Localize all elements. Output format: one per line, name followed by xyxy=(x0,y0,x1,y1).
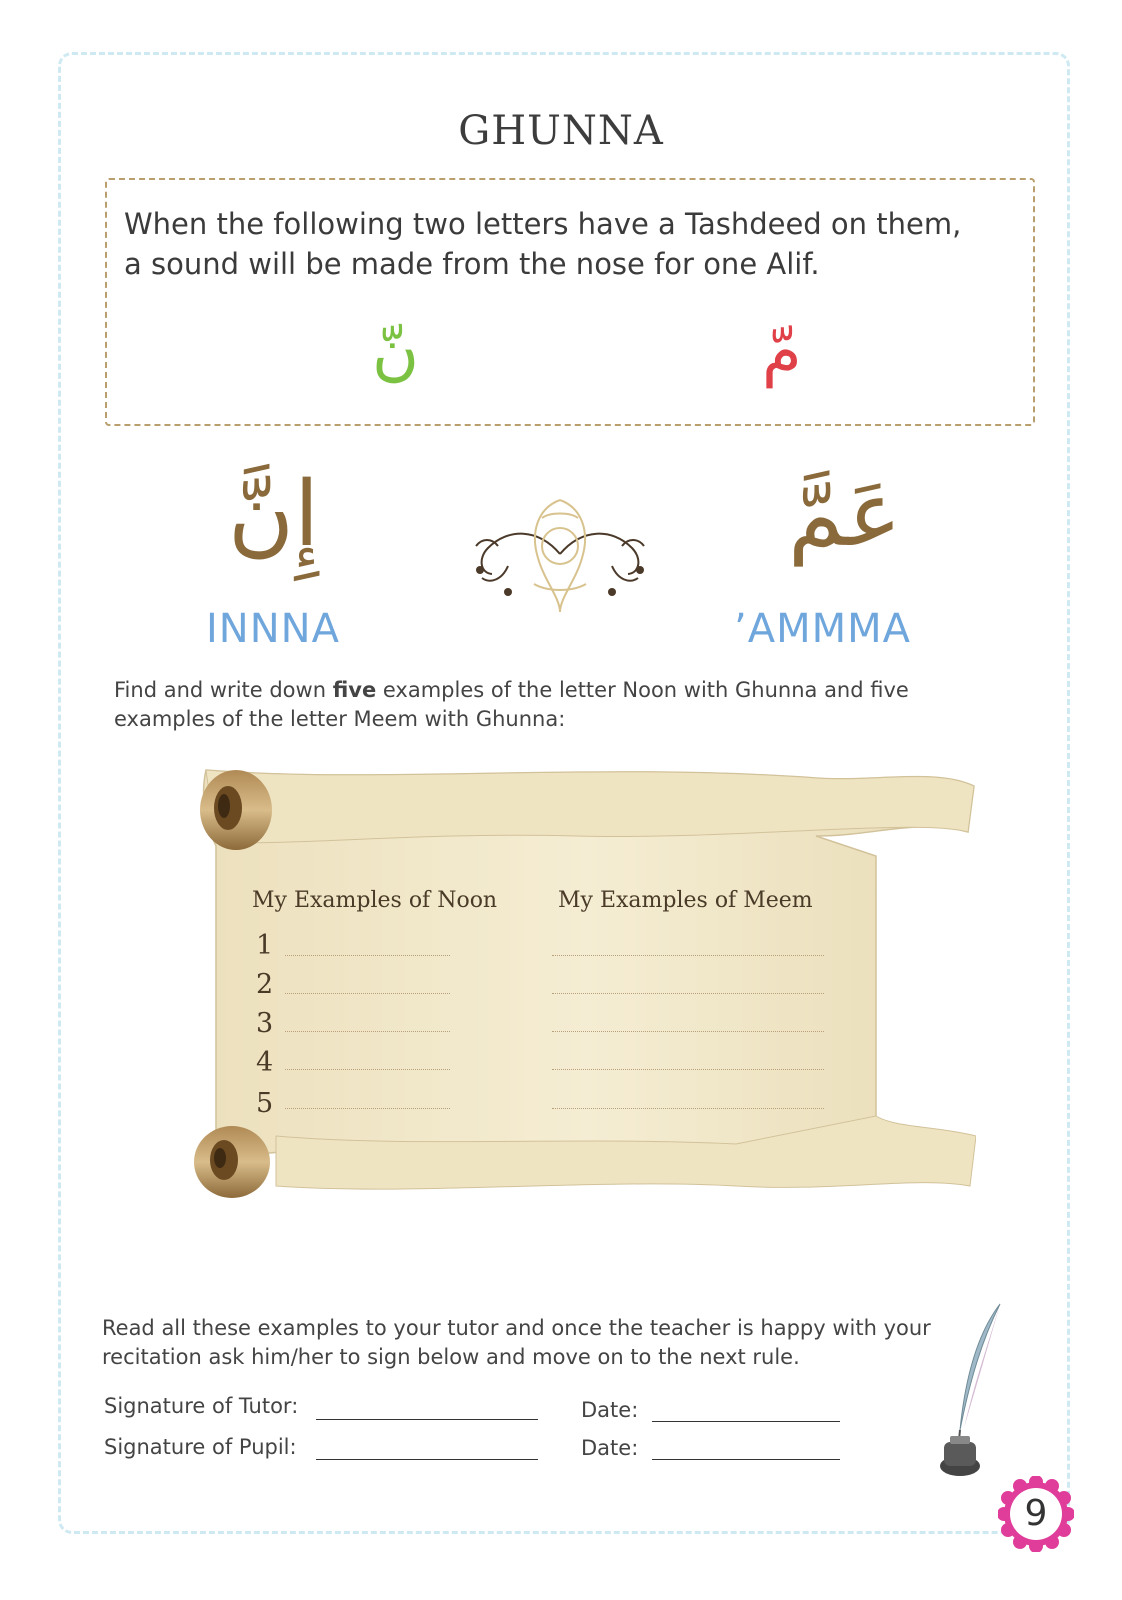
column-header-noon: My Examples of Noon xyxy=(252,888,498,913)
meem-entry-line-4[interactable] xyxy=(552,1069,824,1070)
parchment-scroll xyxy=(176,756,976,1201)
date-pupil-field[interactable] xyxy=(652,1459,840,1460)
row-number: 5 xyxy=(256,1088,274,1119)
example-amma-arabic: عَمَّ xyxy=(788,462,902,567)
signature-tutor-label: Signature of Tutor: xyxy=(104,1394,299,1418)
quill-and-inkpot-icon xyxy=(930,1300,1010,1480)
date-pupil-label: Date: xyxy=(581,1436,639,1460)
signature-pupil-field[interactable] xyxy=(316,1459,538,1460)
rule-text-line2: a sound will be made from the nose for one Alif. xyxy=(124,247,820,281)
footer-text xyxy=(102,1314,1002,1372)
noon-entry-line-2[interactable] xyxy=(285,993,450,994)
instruction-line2: examples of the letter Meem with Ghunna: xyxy=(114,707,566,731)
noon-entry-line-4[interactable] xyxy=(285,1069,450,1070)
letter-meem: مّ xyxy=(762,315,802,389)
instruction-line1: Find and write down five examples of the letter Noon with Ghunna and five xyxy=(114,678,909,702)
meem-entry-line-5[interactable] xyxy=(552,1108,824,1109)
column-header-meem: My Examples of Meem xyxy=(558,888,813,913)
page-title: GHUNNA xyxy=(458,108,664,154)
row-number: 3 xyxy=(256,1008,274,1039)
row-number: 2 xyxy=(256,969,274,1000)
example-amma-label: ’AMMMA xyxy=(734,606,911,652)
noon-entry-line-5[interactable] xyxy=(285,1108,450,1109)
meem-entry-line-1[interactable] xyxy=(552,955,824,956)
date-tutor-label: Date: xyxy=(581,1398,639,1422)
example-inna-arabic: إِنَّ xyxy=(228,462,320,567)
floral-ornament-icon xyxy=(468,488,652,620)
footer-line1: Read all these examples to your tutor and once the teacher is happy with your xyxy=(102,1316,931,1340)
instruction-text xyxy=(114,676,1014,734)
date-tutor-field[interactable] xyxy=(652,1421,840,1422)
letter-noon: نّ xyxy=(372,315,419,389)
noon-entry-line-1[interactable] xyxy=(285,955,450,956)
example-inna-label: INNNA xyxy=(206,606,340,652)
meem-entry-line-3[interactable] xyxy=(552,1031,824,1032)
rule-text xyxy=(124,204,1024,284)
rule-text-line1: When the following two letters have a Tashdeed on them, xyxy=(124,207,962,241)
noon-entry-line-3[interactable] xyxy=(285,1031,450,1032)
row-number: 1 xyxy=(256,930,274,961)
row-number: 4 xyxy=(256,1047,274,1078)
signature-tutor-field[interactable] xyxy=(316,1419,538,1420)
meem-entry-line-2[interactable] xyxy=(552,993,824,994)
page-number: 9 xyxy=(1024,1493,1048,1534)
footer-line2: recitation ask him/her to sign below and move on to the next rule. xyxy=(102,1345,800,1369)
signature-pupil-label: Signature of Pupil: xyxy=(104,1435,297,1459)
